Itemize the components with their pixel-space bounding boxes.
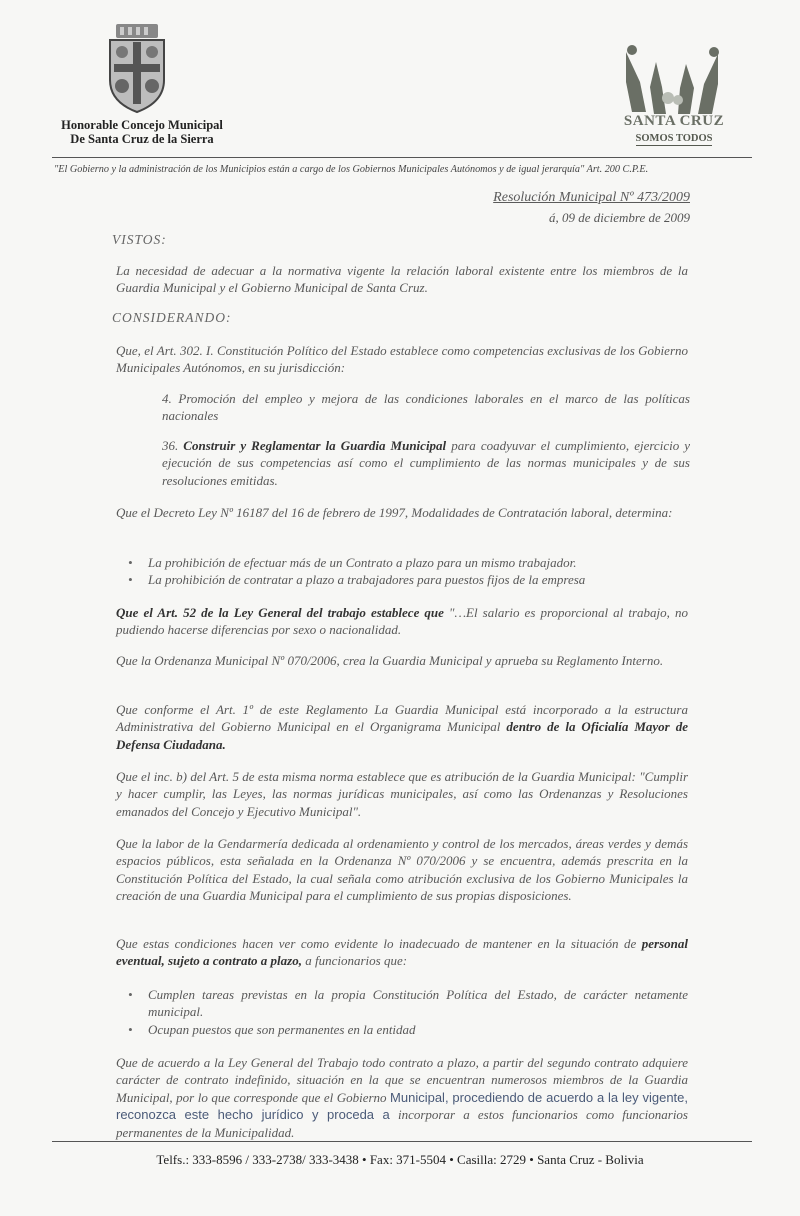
- competence-item-36: [162, 437, 690, 489]
- list-item: • Ocupan puestos que son permanentes en la entidad: [116, 1021, 688, 1038]
- org-line-2: De Santa Cruz de la Sierra: [70, 132, 214, 146]
- paragraph-9: [116, 1054, 688, 1141]
- paragraph-3: [116, 604, 688, 639]
- vistos-heading: VISTOS:: [112, 232, 167, 247]
- p5-text: Que conforme el Art. 1º de este Reglamento La Guardia Municipal está incorporado a la estructura Administrativa del Gobierno Municipal en el Organigrama Municipal: [116, 702, 688, 735]
- logo-subtitle: [612, 133, 736, 144]
- coat-of-arms-icon: [104, 22, 170, 114]
- vistos-text: La necesidad de adecuar a la normativa vigente la relación laboral existente entre los miembros de la Guardia Municipal y el Gobierno Municipal de Santa Cruz.: [116, 263, 688, 296]
- resolution-title: Resolución Municipal Nº 473/2009: [493, 190, 690, 205]
- paragraph-2: Que el Decreto Ley Nº 16187 del 16 de febrero de 1997, Modalidades de Contratación laboral, determina:: [116, 505, 673, 520]
- item-36-bold: Construir y Reglamentar la Guardia Municipal: [183, 438, 447, 453]
- org-line-1: Honorable Concejo Municipal: [61, 118, 223, 132]
- paragraph-6: Que el inc. b) del Art. 5 de esta misma norma establece que es atribución de la Guardia Municipal: "Cumplir y hacer cumplir, las Leyes, las normas jurídicas municipales, así como las Ordenanzas y Resoluciones emanados del Concejo y Ejecutivo Municipal".: [116, 769, 688, 819]
- decree-bullet-list: [116, 554, 688, 589]
- resolution-date: á, 09 de diciembre de 2009: [548, 210, 690, 225]
- p8-bold: personal eventual, sujeto a contrato a plazo,: [116, 936, 688, 969]
- item-36-rest: para coadyuvar el cumplimiento, ejercicio y ejecución de sus competencias así como el cumplimiento de las normas municipales y de sus resoluciones emitidas.: [162, 438, 691, 488]
- p8-end: a funcionarios que:: [305, 953, 408, 969]
- logo-title: SANTA CRUZ: [623, 113, 725, 129]
- organization-name: [56, 118, 228, 146]
- p3-bold: Que el Art. 52 de la Ley General del trabajo establece que: [116, 605, 444, 620]
- paragraph-7: Que la labor de la Gendarmería dedicada al ordenamiento y control de los mercados, áreas verdes y demás espacios públicos, esta señalada en la Ordenanza Nº 070/2006 y se encuentra, además prescrita en la Constitución Política del Estado, la cual señala como atribución exclusiva de los Gobierno Municipales la creación de una Guardia Municipal para el cumplimiento de sus propias disposiciones.: [116, 836, 688, 904]
- functions-bullet-list: [116, 986, 688, 1038]
- paragraph-4: Que la Ordenanza Municipal Nº 070/2006, crea la Guardia Municipal y aprueba su Reglamento Interno.: [116, 653, 664, 668]
- list-item: • Cumplen tareas previstas en la propia Constitución Política del Estado, de carácter netamente municipal.: [116, 986, 688, 1021]
- paragraph-1: Que, el Art. 302. I. Constitución Político del Estado establece como competencias exclusivas de los Gobierno Municipales Autónomos, en su jurisdicción:: [116, 343, 688, 376]
- item-36-number: 36.: [162, 438, 179, 453]
- paragraph-8: [116, 935, 688, 970]
- footer-divider: [52, 1141, 752, 1142]
- p9-text: Que de acuerdo a la Ley General del Trabajo todo contrato a plazo, a partir del segundo contrato adquiere carácter de contrato indefinido, situación en la que se encuentran numerosos miembros de la Guardia Municipal, por lo que corresponde que el Gobierno: [116, 1055, 688, 1105]
- p5-bold: dentro de la Oficialía Mayor de Defensa Ciudadana.: [116, 719, 688, 752]
- header-divider: [52, 157, 752, 158]
- constitution-quote: "El Gobierno y la administración de los Municipios están a cargo de los Gobiernos Municipales Autónomos y de igual jerarquía" Art. 200 C.P.E.: [54, 164, 649, 175]
- footer-contact: Telfs.: 333-8596 / 333-2738/ 333-3438 • Fax: 371-5504 • Casilla: 2729 • Santa Cruz - Bolivia: [156, 1152, 644, 1167]
- list-item: • La prohibición de contratar a plazo a trabajadores para puestos fijos de la empresa: [116, 571, 688, 588]
- paragraph-5: [116, 701, 688, 753]
- p8-text: Que estas condiciones hacen ver como evidente lo inadecuado de mantener en la situación de: [116, 936, 637, 951]
- list-item: • La prohibición de efectuar más de un Contrato a plazo para un mismo trabajador.: [116, 554, 688, 571]
- p9-highlight: Municipal, procediendo de acuerdo a la ley vigente, reconozca este hecho jurídico y proceda a: [116, 1089, 688, 1123]
- considerando-heading: CONSIDERANDO:: [112, 310, 232, 325]
- p3-rest: "…El salario es proporcional al trabajo, no pudiendo hacerse diferencias por sexo o nacionalidad.: [116, 605, 688, 638]
- p9-end: incorporar a estos funcionarios como funcionarios permanentes de la Municipalidad.: [116, 1107, 688, 1140]
- competence-item-4: 4. Promoción del empleo y mejora de las condiciones laborales en el marco de las políticas nacionales: [162, 391, 690, 424]
- logo-subtitle-text: SOMOS TODOS: [635, 133, 713, 144]
